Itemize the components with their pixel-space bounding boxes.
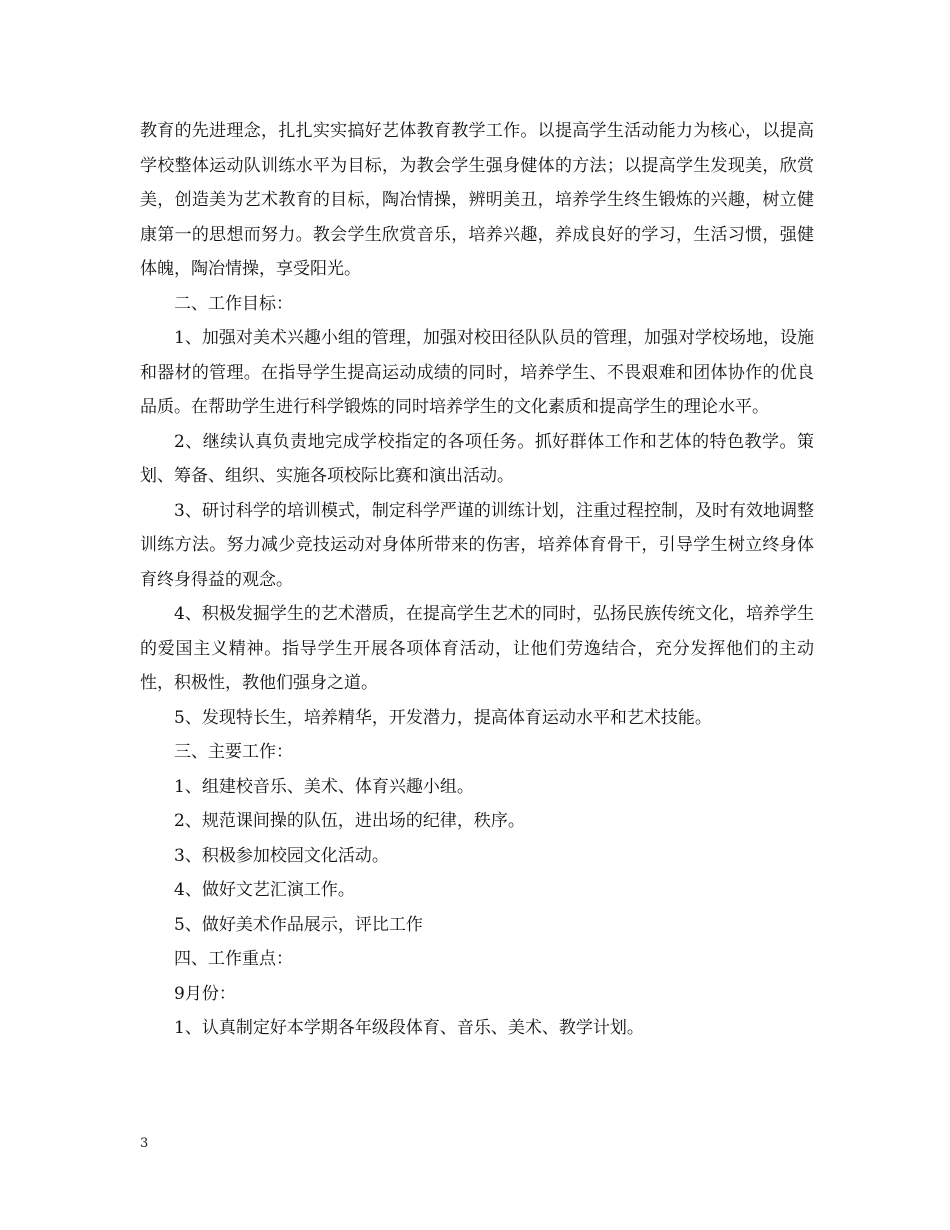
heading-work-goals: 二、工作目标： bbox=[174, 293, 293, 314]
paragraph-goal-3: 3、研讨科学的培训模式，制定科学严谨的训练计划，注重过程控制，及时有效地调整训练方法。努力减少竞技运动对身体所带来的伤害，培养体育骨干，引导学生树立终身体育终身得益的观念。 bbox=[140, 500, 814, 590]
heading-main-work: 三、主要工作： bbox=[174, 742, 293, 762]
document-body bbox=[140, 114, 814, 1046]
paragraph-goal-2: 2、继续认真负责地完成学校指定的各项任务。抓好群体工作和艺体的特色教学。策划、筹备、组织、实施各项校际比赛和演出活动。 bbox=[140, 431, 814, 486]
list-item-september-1: 1、认真制定好本学期各年级段体育、音乐、美术、教学计划。 bbox=[174, 1018, 644, 1038]
heading-work-focus: 四、工作重点： bbox=[174, 949, 293, 969]
paragraph-goal-1: 1、加强对美术兴趣小组的管理，加强对校田径队队员的管理，加强对学校场地，设施和器材的管理。在指导学生提高运动成绩的同时，培养学生、不畏艰难和团体协作的优良品质。在帮助学生进行科学锻炼的同时培养学生的文化素质和提高学生的理论水平。 bbox=[140, 328, 814, 417]
paragraph-intro: 教育的先进理念，扎扎实实搞好艺体教育教学工作。以提高学生活动能力为核心，以提高学校整体运动队训练水平为目标，为教会学生强身健体的方法；以提高学生发现美，欣赏美，创造美为艺术教育的目标，陶冶情操，辨明美丑，培养学生终生锻炼的兴趣，树立健康第一的思想而努力。教会学生欣赏音乐，培养兴趣，养成良好的学习，生活习惯，强健体魄，陶冶情操，享受阳光。 bbox=[140, 121, 814, 279]
paragraph-goal-4: 4、积极发掘学生的艺术潜质，在提高学生艺术的同时，弘扬民族传统文化，培养学生的爱国主义精神。指导学生开展各项体育活动，让他们劳逸结合，充分发挥他们的主动性，积极性，教他们强身之道。 bbox=[140, 604, 814, 693]
subheading-september: 9月份： bbox=[174, 983, 236, 1004]
list-item-main-work-1: 1、组建校音乐、美术、体育兴趣小组。 bbox=[174, 776, 474, 797]
list-item-main-work-3: 3、积极参加校园文化活动。 bbox=[174, 845, 389, 866]
list-item-main-work-4: 4、做好文艺汇演工作。 bbox=[174, 880, 355, 900]
page-number: 3 bbox=[140, 1136, 149, 1151]
paragraph-goal-5: 5、发现特长生，培养精华，开发潜力，提高体育运动水平和艺术技能。 bbox=[174, 707, 712, 728]
list-item-main-work-2: 2、规范课间操的队伍，进出场的纪律，秩序。 bbox=[174, 811, 525, 831]
list-item-main-work-5: 5、做好美术作品展示，评比工作 bbox=[174, 914, 423, 935]
